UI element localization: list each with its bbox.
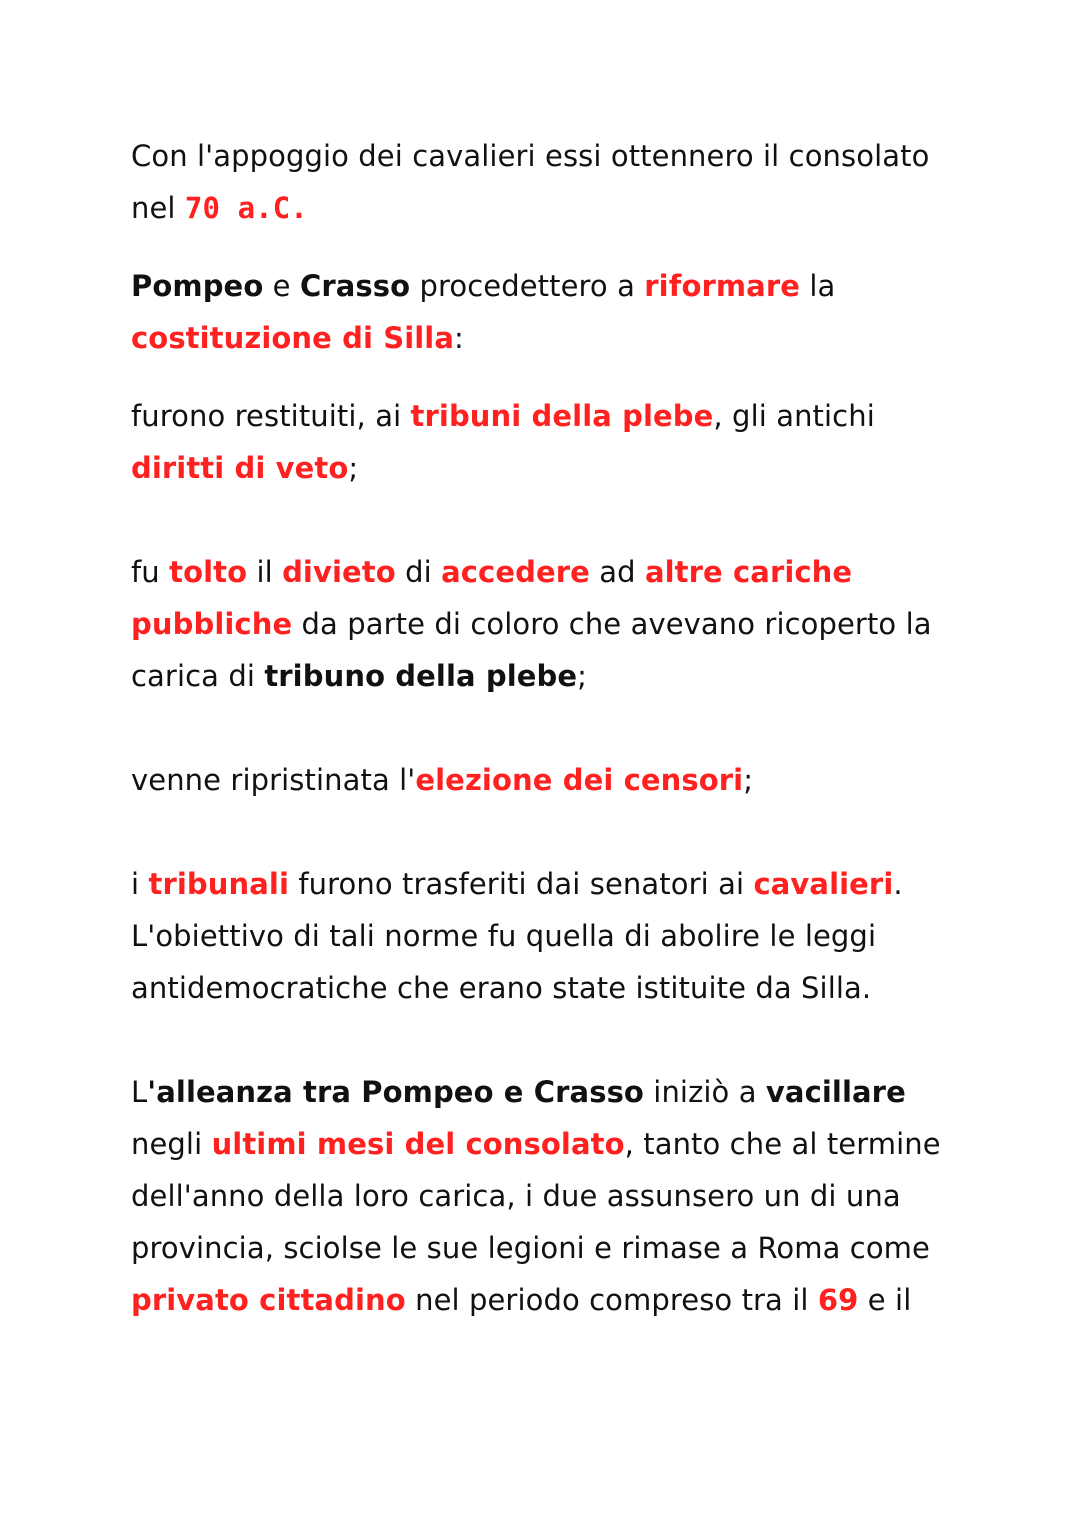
text-segment: Con l'appoggio dei cavalieri essi ottennero il consolato xyxy=(131,139,930,173)
text-segment: . xyxy=(893,867,903,901)
text-segment: la xyxy=(800,269,836,303)
highlight-term: tribuni della plebe xyxy=(410,399,714,433)
text-segment: L xyxy=(131,1075,148,1109)
text-segment: ; xyxy=(743,763,754,797)
paragraph-divieto xyxy=(131,546,991,702)
text-segment: nel xyxy=(131,191,185,225)
paragraph-alleanza xyxy=(131,1066,991,1326)
spacer xyxy=(131,234,991,260)
paragraph-tribunali xyxy=(131,858,991,1014)
highlight-term: costituzione di Silla xyxy=(131,321,455,355)
spacer xyxy=(131,806,991,858)
highlight-term: accedere xyxy=(441,555,590,589)
spacer xyxy=(131,702,991,754)
text-segment: da parte di coloro che avevano ricoperto la xyxy=(292,607,932,641)
text-segment: e il xyxy=(858,1283,912,1317)
text-segment: furono restituiti, ai xyxy=(131,399,411,433)
highlight-term: diritti di veto xyxy=(131,451,349,485)
bold-term: 'alleanza tra Pompeo e Crasso xyxy=(147,1075,644,1109)
text-segment: L'obiettivo di tali norme fu quella di abolire le leggi xyxy=(131,919,877,953)
text-segment: e xyxy=(263,269,300,303)
text-segment: , gli antichi xyxy=(713,399,875,433)
highlight-term: riformare xyxy=(644,269,801,303)
highlight-year: 69 xyxy=(817,1283,859,1317)
bold-term: Pompeo xyxy=(131,269,264,303)
highlight-term: divieto xyxy=(282,555,396,589)
paragraph-riforma xyxy=(131,260,991,364)
spacer xyxy=(131,494,991,546)
bold-term: vacillare xyxy=(765,1075,906,1109)
text-segment: : xyxy=(454,321,464,355)
text-segment: antidemocratiche che erano state istituite da Silla. xyxy=(131,971,872,1005)
spacer xyxy=(131,1014,991,1066)
text-segment: ; xyxy=(577,659,588,693)
highlight-term: cavalieri xyxy=(753,867,894,901)
highlight-term: elezione dei censori xyxy=(415,763,744,797)
text-segment: , tanto che al termine xyxy=(624,1127,941,1161)
highlight-term: tribunali xyxy=(148,867,289,901)
spacer xyxy=(131,364,991,390)
text-segment: procedettero a xyxy=(410,269,645,303)
highlight-term: pubbliche xyxy=(131,607,293,641)
text-segment: il xyxy=(247,555,283,589)
text-segment: fu xyxy=(131,555,170,589)
text-segment: dell'anno della loro carica, i due assunsero un di una xyxy=(131,1179,901,1213)
text-segment: ; xyxy=(348,451,359,485)
paragraph-consolato xyxy=(131,130,991,234)
highlight-date: 70 a.C. xyxy=(184,191,308,225)
highlight-term: privato cittadino xyxy=(131,1283,406,1317)
highlight-term: altre cariche xyxy=(644,555,853,589)
text-segment: furono trasferiti dai senatori ai xyxy=(289,867,754,901)
paragraph-censori xyxy=(131,754,991,806)
text-segment: nel periodo compreso tra il xyxy=(405,1283,818,1317)
text-segment: negli xyxy=(131,1127,212,1161)
highlight-term: ultimi mesi del consolato xyxy=(211,1127,625,1161)
document-page xyxy=(131,130,991,1326)
text-segment: iniziò a xyxy=(643,1075,766,1109)
bold-term: Crasso xyxy=(299,269,411,303)
text-segment: i xyxy=(131,867,149,901)
text-segment: di xyxy=(395,555,442,589)
highlight-term: tolto xyxy=(169,555,248,589)
bold-term: tribuno della plebe xyxy=(264,659,578,693)
paragraph-tribuni xyxy=(131,390,991,494)
text-segment: ad xyxy=(589,555,645,589)
text-segment: carica di xyxy=(131,659,265,693)
text-segment: provincia, sciolse le sue legioni e rimase a Roma come xyxy=(131,1231,930,1265)
text-segment: venne ripristinata l' xyxy=(131,763,416,797)
